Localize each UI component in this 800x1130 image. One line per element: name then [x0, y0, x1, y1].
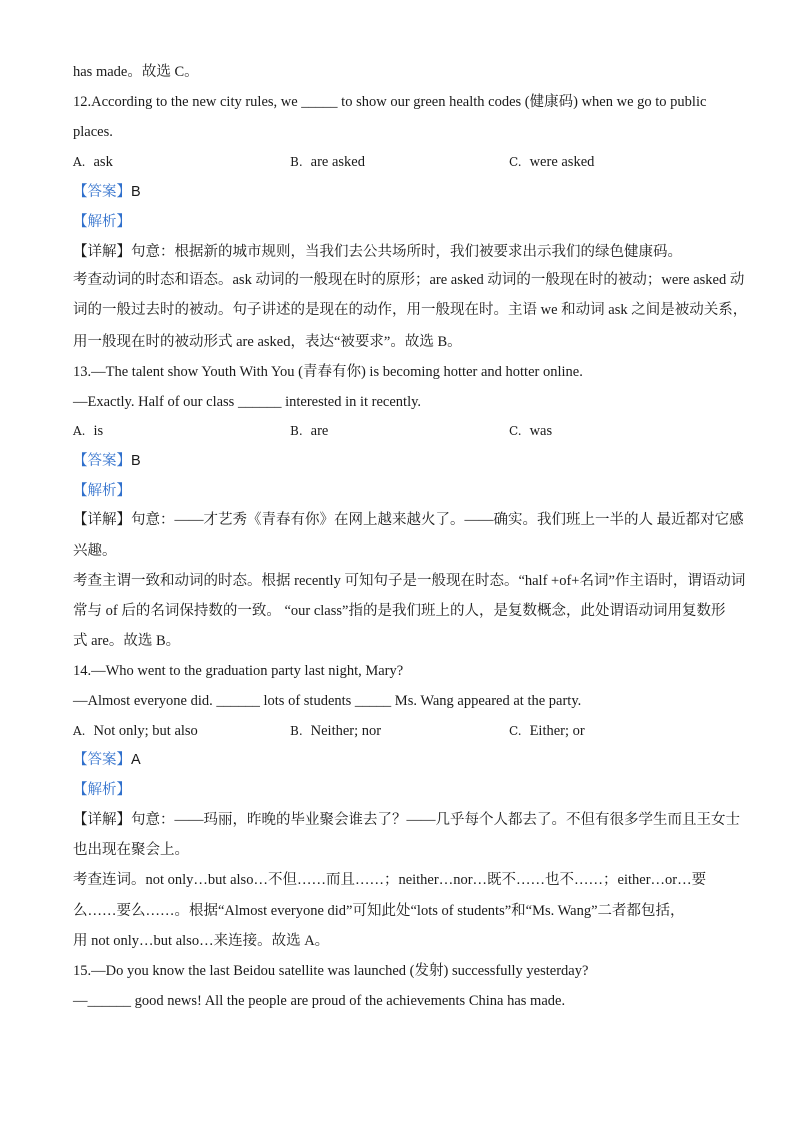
q13-detail-line5: 式 are。故选 B。 — [73, 633, 181, 649]
q12-stem-line2: places. — [73, 124, 113, 140]
q12-option-c: C. were asked — [509, 154, 595, 170]
q14-detail-line3: 考查连词。not only…but also…不但……而且……；neither…nor…既不……也不……；either…or…要 — [73, 872, 707, 888]
q14-option-a: A. Not only; but also — [73, 723, 198, 739]
q13-option-c: C. was — [509, 423, 553, 439]
q12-detail-line2: 考查动词的时态和语态。ask 动词的一般现在时的原形；are asked 动词的一般现在时的被动；were asked 动 — [73, 272, 745, 288]
q14-analysis-tag: 【解析】 — [73, 782, 131, 798]
q12-option-b: B. are asked — [290, 154, 365, 170]
q14-detail-line1: 【详解】句意：——玛丽，昨晚的毕业聚会谁去了？——几乎每个人都去了。不但有很多学生而且王女士 — [73, 812, 740, 828]
q14-option-c: C. Either; or — [509, 723, 585, 739]
q12-option-a: A. ask — [73, 154, 113, 170]
q14-answer: 【答案】A — [73, 752, 141, 768]
q13-detail-line3: 考查主谓一致和动词的时态。根据 recently 可知句子是一般现在时态。“half +of+名词”作主语时，谓语动词 — [73, 573, 746, 589]
q13-option-b: B. are — [290, 423, 329, 439]
q13-answer: 【答案】B — [73, 453, 141, 469]
q14-stem-line1: 14.—Who went to the graduation party last night, Mary? — [73, 663, 404, 679]
q13-analysis-tag: 【解析】 — [73, 483, 131, 499]
q12-detail-line3: 词的一般过去时的被动。句子讲述的是现在的动作，用一般现在时。主语 we 和动词 ask 之间是被动关系， — [73, 302, 748, 318]
q12-stem-line1: 12.According to the new city rules, we _____ to show our green health codes (健康码) when we go to public — [73, 94, 707, 110]
q15-stem-line2: —______ good news! All the people are proud of the achievements China has made. — [73, 993, 566, 1009]
q13-option-a: A. is — [73, 423, 104, 439]
q15-stem-line1: 15.—Do you know the last Beidou satellite was launched (发射) successfully yesterday? — [73, 963, 589, 979]
q12-detail-line4: 用一般现在时的被动形式 are asked，表达“被要求”。故选 B。 — [73, 334, 462, 350]
q14-stem-line2: —Almost everyone did. ______ lots of students _____ Ms. Wang appeared at the party. — [73, 693, 582, 709]
previous-answer-tail: has made。故选 C。 — [73, 64, 199, 80]
q14-detail-line5: 用 not only…but also…来连接。故选 A。 — [73, 933, 330, 949]
answer-tag: 【答案】 — [73, 453, 131, 469]
q12-analysis-tag: 【解析】 — [73, 214, 131, 230]
answer-tag: 【答案】 — [73, 184, 131, 200]
q13-detail-line4: 常与 of 后的名词保持数的一致。 “our class”指的是我们班上的人，是复数概念，此处谓语动词用复数形 — [73, 603, 726, 619]
q12-detail-line1: 【详解】句意：根据新的城市规则，当我们去公共场所时，我们被要求出示我们的绿色健康码。 — [73, 244, 682, 260]
q13-stem-line2: —Exactly. Half of our class ______ interested in it recently. — [73, 394, 422, 410]
q13-stem-line1: 13.—The talent show Youth With You (青春有你) is becoming hotter and hotter online. — [73, 364, 583, 380]
q13-detail-line1: 【详解】句意：——才艺秀《青春有你》在网上越来越火了。——确实。我们班上一半的人 最近都对它感 — [73, 512, 744, 528]
q13-detail-line2: 兴趣。 — [73, 543, 117, 559]
q14-option-b: B. Neither; nor — [290, 723, 382, 739]
q14-detail-line2: 也出现在聚会上。 — [73, 842, 189, 858]
answer-tag: 【答案】 — [73, 752, 131, 768]
q12-answer: 【答案】B — [73, 184, 141, 200]
q14-detail-line4: 么……要么……。根据“Almost everyone did”可知此处“lots of students”和“Ms. Wang”二者都包括， — [73, 903, 685, 919]
